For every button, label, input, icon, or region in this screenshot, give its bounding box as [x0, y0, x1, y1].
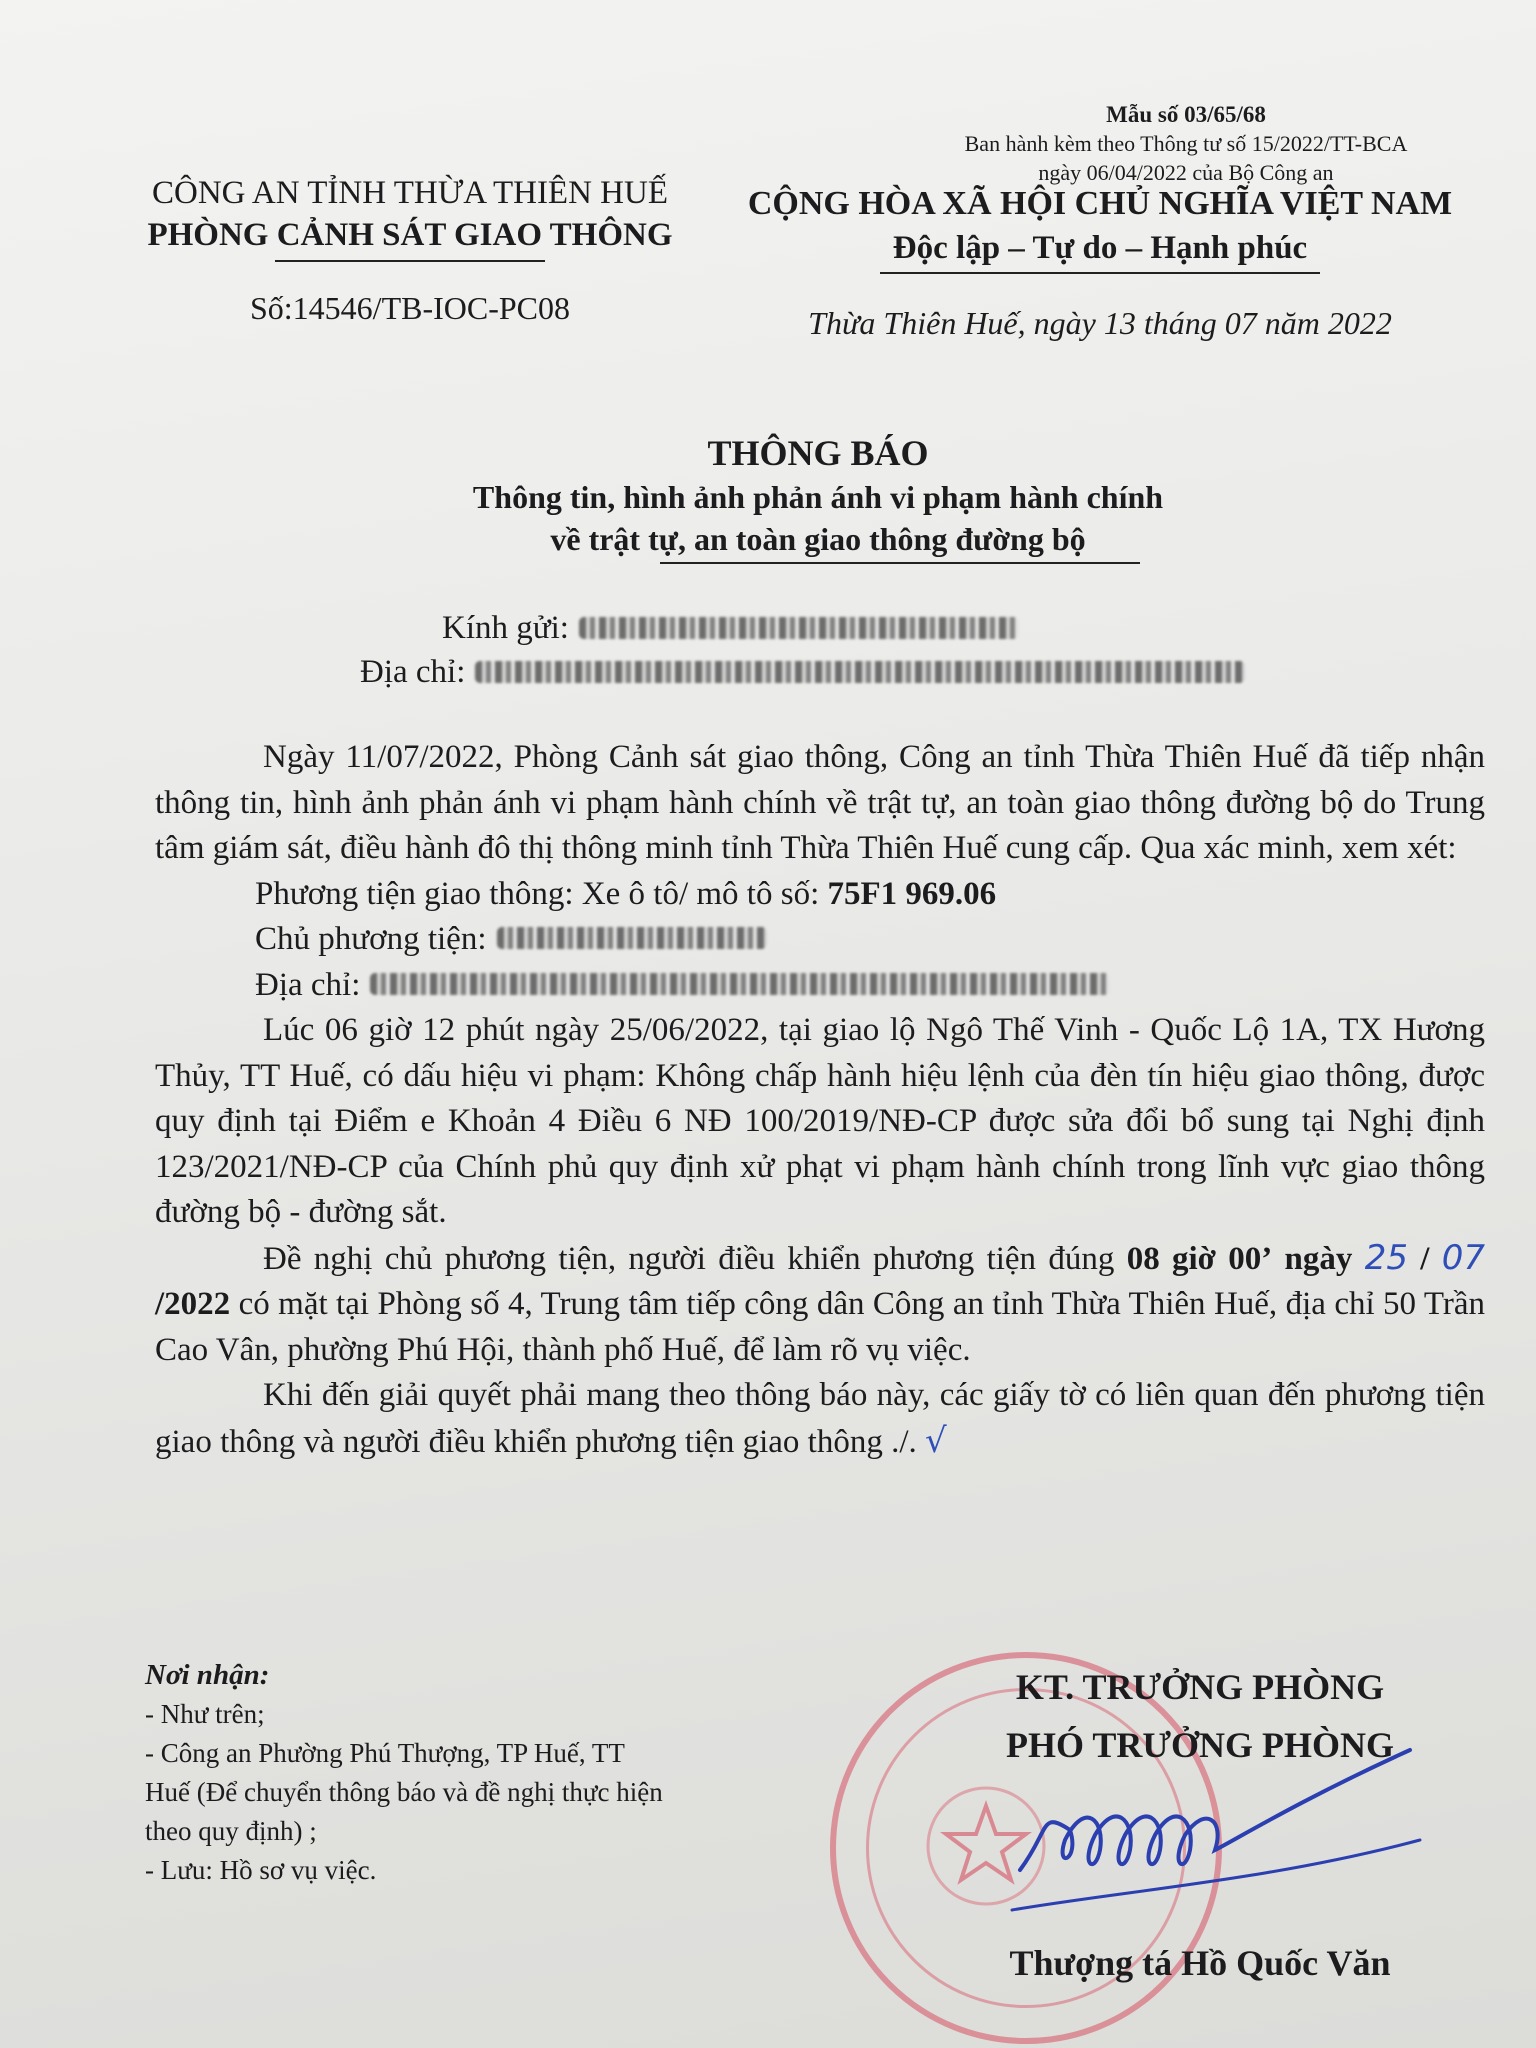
form-issued-date: ngày 06/04/2022 của Bộ Công an — [1038, 160, 1334, 185]
owner-address-label: Địa chỉ: — [255, 966, 361, 1003]
recipient-item: - Công an Phường Phú Thượng, TP Huế, TT — [145, 1738, 625, 1768]
form-reference — [906, 100, 1466, 187]
motto-underline — [880, 272, 1320, 274]
bring-documents-text: Khi đến giải quyết phải mang theo thông báo này, các giấy tờ có liên quan đến phương tiện giao thông và người điều khiển phương tiện giao thông ./. — [155, 1377, 1485, 1460]
summons-year: /2022 — [155, 1286, 231, 1322]
recipient-address-label: Địa chỉ: — [360, 654, 466, 690]
recipients-heading: Nơi nhận: — [145, 1659, 270, 1691]
form-issued-with: Ban hành kèm theo Thông tư số 15/2022/TT-BCA — [964, 131, 1408, 156]
paragraph-violation: Lúc 06 giờ 12 phút ngày 25/06/2022, tại giao lộ Ngô Thế Vinh - Quốc Lộ 1A, TX Hương Thủy, TT Huế, có dấu hiệu vi phạm: Không chấp hành hiệu lệnh của đèn tín hiệu giao thông, được quy định tại Điểm e Khoản 4 Điều 6 NĐ 100/2019/NĐ-CP được sửa đổi bổ sung tại Nghị định 123/2021/NĐ-CP của Chính phủ quy định xử phạt vi phạm hành chính trong lĩnh vực giao thông đường bộ - đường sắt. — [155, 1012, 1485, 1230]
issuing-agency — [110, 172, 710, 262]
redacted-owner-address — [370, 973, 1110, 995]
recipient-label: Kính gửi: — [442, 610, 569, 646]
paragraph-received: Ngày 11/07/2022, Phòng Cảnh sát giao thông, Công an tỉnh Thừa Thiên Huế đã tiếp nhận thông tin, hình ảnh phản ánh vi phạm hành chính về trật tự, an toàn giao thông đường bộ do Trung tâm giám sát, điều hành đô thị thông minh tỉnh Thừa Thiên Huế cung cấp. Qua xác minh, xem xét: — [155, 739, 1485, 866]
agency-name: PHÒNG CẢNH SÁT GIAO THÔNG — [147, 217, 673, 253]
agency-parent: CÔNG AN TỈNH THỪA THIÊN HUẾ — [151, 175, 668, 211]
national-header — [720, 182, 1480, 274]
recipient-item: theo quy định) ; — [145, 1816, 317, 1846]
agency-underline — [275, 260, 545, 262]
handwritten-signature-icon — [1010, 1740, 1430, 1920]
form-number: Mẫu số 03/65/68 — [1106, 102, 1266, 127]
handwritten-day: 25 — [1364, 1237, 1408, 1278]
signature-title-line-2: PHÓ TRƯỞNG PHÒNG — [1005, 1725, 1394, 1765]
recipient-item: Huế (Để chuyển thông báo và đề nghị thực hiện — [145, 1777, 663, 1807]
paragraph-summons: Đề nghị chủ phương tiện, người điều khiển phương tiện đúng 08 giờ 00’ ngày 25 / 07 /2022 có mặt tại Phòng số 4, Trung tâm tiếp công dân Công an tỉnh Thừa Thiên Huế, địa chỉ 50 Trần Cao Vân, phường Phú Hội, thành phố Huế, để làm rõ vụ việc. — [155, 1237, 1486, 1368]
redacted-owner-name — [497, 927, 767, 949]
signature-title-line-1: KT. TRƯỞNG PHÒNG — [1015, 1667, 1385, 1707]
place-and-date: Thừa Thiên Huế, ngày 13 tháng 07 năm 2022 — [808, 305, 1392, 341]
title-main: THÔNG BÁO — [707, 433, 929, 473]
notice-body — [155, 735, 1485, 1465]
recipients-list — [145, 1656, 663, 1890]
owner-line — [155, 917, 1485, 963]
country-name: CỘNG HÒA XÃ HỘI CHỦ NGHĨA VIỆT NAM — [747, 185, 1453, 222]
recipient-item: - Lưu: Hồ sơ vụ việc. — [145, 1855, 377, 1885]
summons-text-2: có mặt tại Phòng số 4, Trung tâm tiếp công dân Công an tỉnh Thừa Thiên Huế, địa chỉ 50 Trần Cao Vân, phường Phú Hội, thành phố Huế, để làm rõ vụ việc. — [155, 1286, 1486, 1368]
vehicle-line — [155, 872, 1485, 918]
recipient-block — [360, 606, 1245, 694]
summons-time: 08 giờ 00’ — [1126, 1240, 1273, 1277]
redacted-recipient-name — [579, 617, 1019, 639]
paragraph-bring-documents — [155, 1373, 1485, 1465]
vehicle-label: Phương tiện giao thông: Xe ô tô/ mô tô số: — [255, 875, 820, 912]
handwritten-mark: √ — [925, 1420, 947, 1461]
handwritten-month: 07 — [1441, 1237, 1486, 1278]
owner-label: Chủ phương tiện: — [255, 921, 487, 957]
motto: Độc lập – Tự do – Hạnh phúc — [892, 230, 1308, 266]
owner-address-line — [155, 963, 1485, 1009]
signer-name: Thượng tá Hồ Quốc Văn — [1009, 1943, 1391, 1983]
license-plate: 75F1 969.06 — [827, 875, 997, 912]
title-underline — [660, 562, 1140, 564]
redacted-recipient-address — [475, 661, 1245, 683]
summons-day-label: ngày — [1284, 1240, 1353, 1277]
title-line-2: về trật tự, an toàn giao thông đường bộ — [550, 521, 1086, 557]
document-title — [0, 430, 1536, 564]
title-line-1: Thông tin, hình ảnh phản ánh vi phạm hành chính — [472, 479, 1164, 515]
summons-text-1: Đề nghị chủ phương tiện, người điều khiển phương tiện đúng — [263, 1240, 1115, 1277]
document-number: Số:14546/TB-IOC-PC08 — [249, 290, 571, 326]
recipient-item: - Như trên; — [145, 1699, 265, 1729]
